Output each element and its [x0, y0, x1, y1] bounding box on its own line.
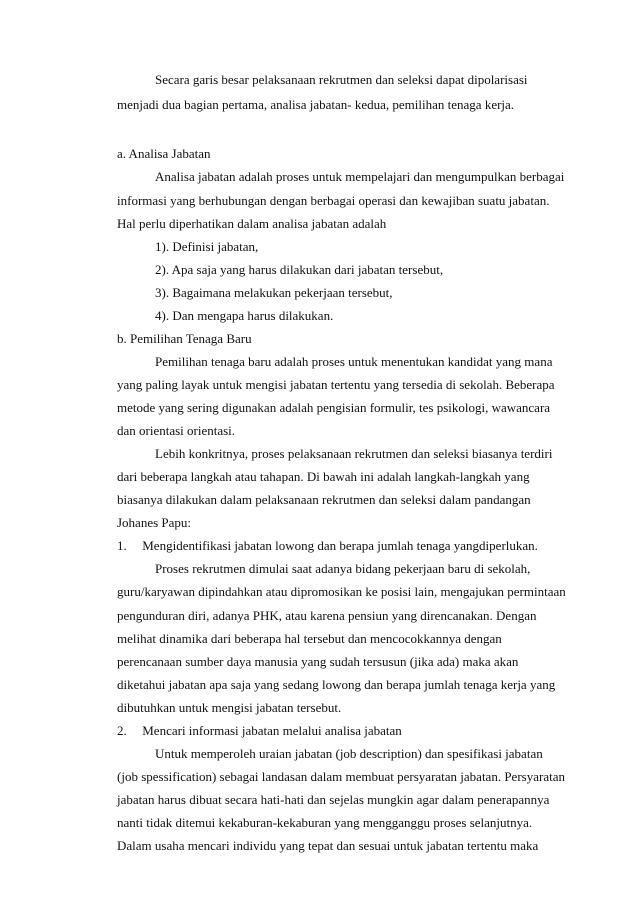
- item-number: 1.: [117, 538, 127, 553]
- numbered-item: [117, 538, 538, 554]
- paragraph-line: metode yang sering digunakan adalah pengisian formulir, tes psikologi, wawancara: [117, 400, 551, 415]
- paragraph-line: perencanaan sumber daya manusia yang sudah tersusun (jika ada) maka akan: [117, 654, 519, 669]
- list-item: 3). Bagaimana melakukan pekerjaan tersebut,: [155, 285, 393, 300]
- paragraph-line: (job spessification) sebagai landasan dalam membuat persyaratan jabatan. Persyaratan: [117, 769, 565, 784]
- paragraph-line: informasi yang berhubungan dengan berbagai operasi dan kewajiban suatu jabatan.: [117, 193, 550, 208]
- paragraph-line: menjadi dua bagian pertama, analisa jabatan- kedua, pemilihan tenaga kerja.: [117, 97, 515, 112]
- list-item: 4). Dan mengapa harus dilakukan.: [155, 308, 334, 323]
- item-text: Mengidentifikasi jabatan lowong dan berapa jumlah tenaga yangdiperlukan.: [142, 538, 538, 553]
- paragraph-line: Untuk memperoleh uraian jabatan (job description) dan spesifikasi jabatan: [155, 746, 543, 761]
- paragraph-line: dibutuhkan untuk mengisi jabatan tersebut.: [117, 700, 342, 715]
- paragraph-line: Johanes Papu:: [117, 515, 192, 530]
- paragraph-line: pengunduran diri, adanya PHK, atau karena pensiun yang direncanakan. Dengan: [117, 608, 537, 623]
- list-item: 1). Definisi jabatan,: [155, 239, 259, 254]
- paragraph-line: Pemilihan tenaga baru adalah proses untuk menentukan kandidat yang mana: [155, 354, 553, 369]
- paragraph-line: guru/karyawan dipindahkan atau dipromosikan ke posisi lain, mengajukan permintaan: [117, 584, 566, 599]
- paragraph-line: Proses rekrutmen dimulai saat adanya bidang pekerjaan baru di sekolah,: [155, 561, 531, 576]
- paragraph-line: biasanya dilakukan dalam pelaksanaan rekrutmen dan seleksi dalam pandangan: [117, 492, 531, 507]
- item-number: 2.: [117, 723, 127, 738]
- paragraph-line: Analisa jabatan adalah proses untuk mempelajari dan mengumpulkan berbagai: [155, 169, 565, 184]
- list-item: 2). Apa saja yang harus dilakukan dari jabatan tersebut,: [155, 262, 444, 277]
- paragraph-line: dari beberapa langkah atau tahapan. Di bawah ini adalah langkah-langkah yang: [117, 469, 530, 484]
- paragraph-line: jabatan harus dibuat secara hati-hati dan sejelas mungkin agar dalam penerapannya: [117, 792, 550, 807]
- paragraph-line: yang paling layak untuk mengisi jabatan tertentu yang tersedia di sekolah. Beberapa: [117, 377, 555, 392]
- paragraph-line: melihat dinamika dari beberapa hal tersebut dan mencocokkannya dengan: [117, 631, 502, 646]
- paragraph-line: dan orientasi orientasi.: [117, 423, 236, 438]
- paragraph-line: nanti tidak ditemui kekaburan-kekaburan yang mengganggu proses selanjutnya.: [117, 815, 533, 830]
- item-text: Mencari informasi jabatan melalui analisa jabatan: [142, 723, 402, 738]
- section-heading: a. Analisa Jabatan: [117, 146, 211, 161]
- paragraph-line: Hal perlu diperhatikan dalam analisa jabatan adalah: [117, 216, 387, 231]
- section-heading: b. Pemilihan Tenaga Baru: [117, 331, 252, 346]
- paragraph-line: Dalam usaha mencari individu yang tepat dan sesuai untuk jabatan tertentu maka: [117, 838, 539, 853]
- numbered-item: [117, 723, 402, 739]
- paragraph-line: Secara garis besar pelaksanaan rekrutmen dan seleksi dapat dipolarisasi: [155, 72, 528, 87]
- paragraph-line: diketahui jabatan apa saja yang sedang lowong dan berapa jumlah tenaga kerja yang: [117, 677, 556, 692]
- paragraph-line: Lebih konkritnya, proses pelaksanaan rekrutmen dan seleksi biasanya terdiri: [155, 446, 553, 461]
